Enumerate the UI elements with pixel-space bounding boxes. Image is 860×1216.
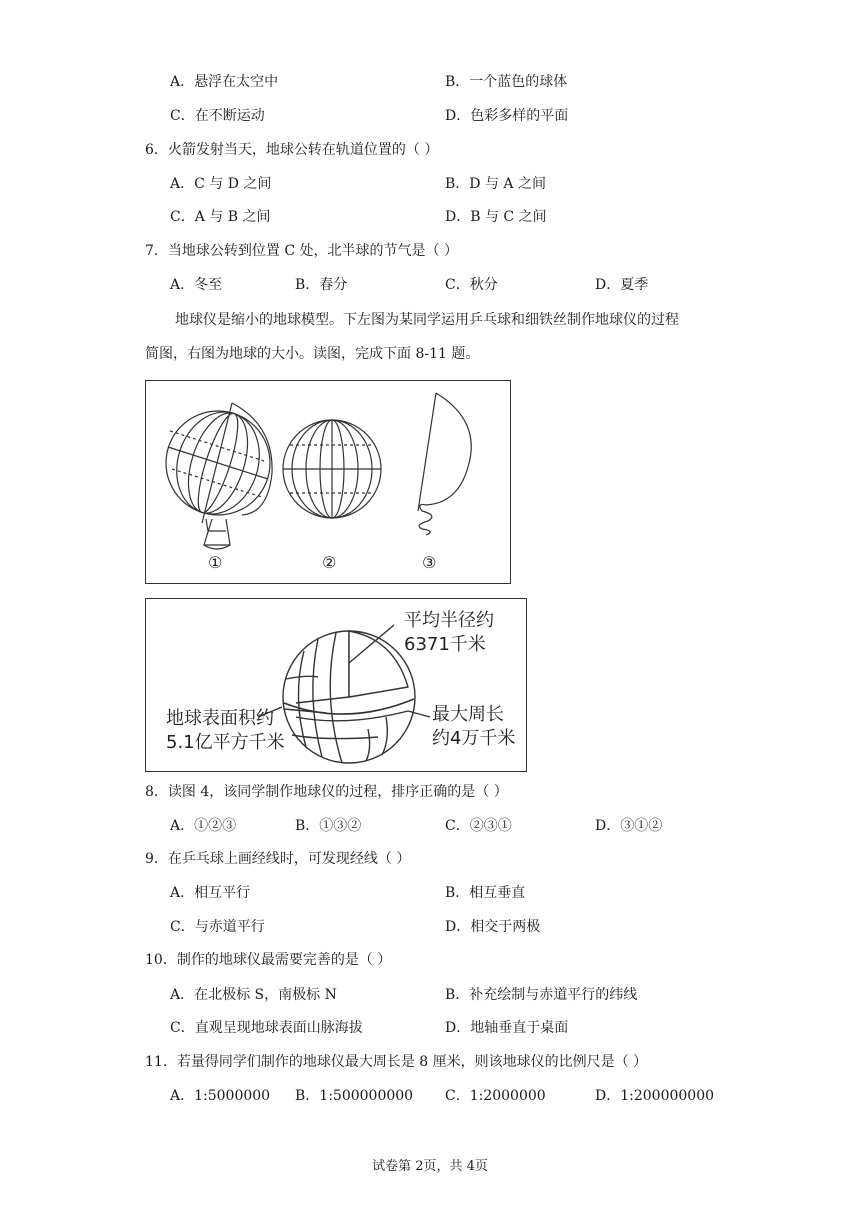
q7-option-c: C．秋分 xyxy=(445,277,498,293)
q5-option-d: D．色彩多样的平面 xyxy=(445,108,569,124)
reading-intro xyxy=(145,303,725,371)
step-label-2: ② xyxy=(322,553,337,572)
q5-option-b: B．一个蓝色的球体 xyxy=(445,74,568,90)
q8-option-c: C．②③① xyxy=(445,818,512,834)
q9-option-c: C．与赤道平行 xyxy=(170,919,265,935)
q8-option-d: D．③①② xyxy=(595,818,663,834)
q10-option-a: A．在北极标 S，南极标 N xyxy=(170,987,337,1003)
circumference-label-line-1: 最大周长 xyxy=(432,704,504,725)
step-label-3: ③ xyxy=(422,553,437,572)
globe-making-figure xyxy=(145,380,511,584)
q5-option-c: C．在不断运动 xyxy=(170,108,265,124)
q7-option-b: B．春分 xyxy=(295,277,348,293)
q10-option-c: C．直观呈现地球表面山脉海拔 xyxy=(170,1020,363,1036)
q9-option-b: B．相互垂直 xyxy=(445,885,526,901)
earth-size-figure xyxy=(145,598,527,772)
q9-option-d: D．相交于两极 xyxy=(445,919,541,935)
q7-option-a: A．冬至 xyxy=(170,277,223,293)
q9-option-a: A．相互平行 xyxy=(170,885,251,901)
q7-stem: 7．当地球公转到位置 C 处，北半球的节气是（ ） xyxy=(145,243,458,259)
q8-stem: 8．读图 4，该同学制作地球仪的过程，排序正确的是（ ） xyxy=(145,784,508,800)
q8-option-a: A．①②③ xyxy=(170,818,237,834)
q8-option-b: B．①③② xyxy=(295,818,362,834)
page-footer: 试卷第 2页，共 4页 xyxy=(372,1159,488,1174)
q11-stem: 11．若量得同学们制作的地球仪最大周长是 8 厘米，则该地球仪的比例尺是（ ） xyxy=(145,1054,648,1070)
q7-option-d: D．夏季 xyxy=(595,277,649,293)
q9-stem: 9．在乒乓球上画经线时，可发现经线（ ） xyxy=(145,851,411,867)
step-label-1: ① xyxy=(208,553,223,572)
q6-option-b: B．D 与 A 之间 xyxy=(445,176,546,192)
q11-option-b: B．1:500000000 xyxy=(295,1088,414,1104)
area-label-line-1: 地球表面积约 xyxy=(166,708,274,729)
q6-stem: 6．火箭发射当天，地球公转在轨道位置的（ ） xyxy=(145,142,439,158)
radius-label-line-2: 6371千米 xyxy=(404,634,486,655)
radius-label-line-1: 平均半径约 xyxy=(404,610,494,631)
sphere-with-grid xyxy=(283,420,381,518)
circumference-label-line-2: 约4万千米 xyxy=(432,728,516,749)
q11-option-d: D．1:200000000 xyxy=(595,1088,715,1104)
q10-option-b: B．补充绘制与赤道平行的纬线 xyxy=(445,987,638,1003)
intro-line-2: 简图，右图为地球的大小。读图，完成下面 8-11 题。 xyxy=(145,346,480,362)
wire-frame xyxy=(418,393,471,535)
q11-option-c: C．1:2000000 xyxy=(445,1088,546,1104)
q6-option-a: A．C 与 D 之间 xyxy=(170,176,272,192)
q11-option-a: A．1:5000000 xyxy=(170,1088,271,1104)
q6-option-c: C．A 与 B 之间 xyxy=(170,209,271,225)
tilted-globe-with-stand xyxy=(164,401,272,549)
q10-stem: 10．制作的地球仪最需要完善的是（ ） xyxy=(145,952,392,968)
q5-option-a: A．悬浮在太空中 xyxy=(170,74,279,90)
q6-option-d: D．B 与 C 之间 xyxy=(445,209,547,225)
intro-line-1: 地球仪是缩小的地球模型。下左图为某同学运用乒乓球和细铁丝制作地球仪的过程 xyxy=(175,312,679,328)
q10-option-d: D．地轴垂直于桌面 xyxy=(445,1020,569,1036)
area-label-line-2: 5.1亿平方千米 xyxy=(166,732,285,753)
